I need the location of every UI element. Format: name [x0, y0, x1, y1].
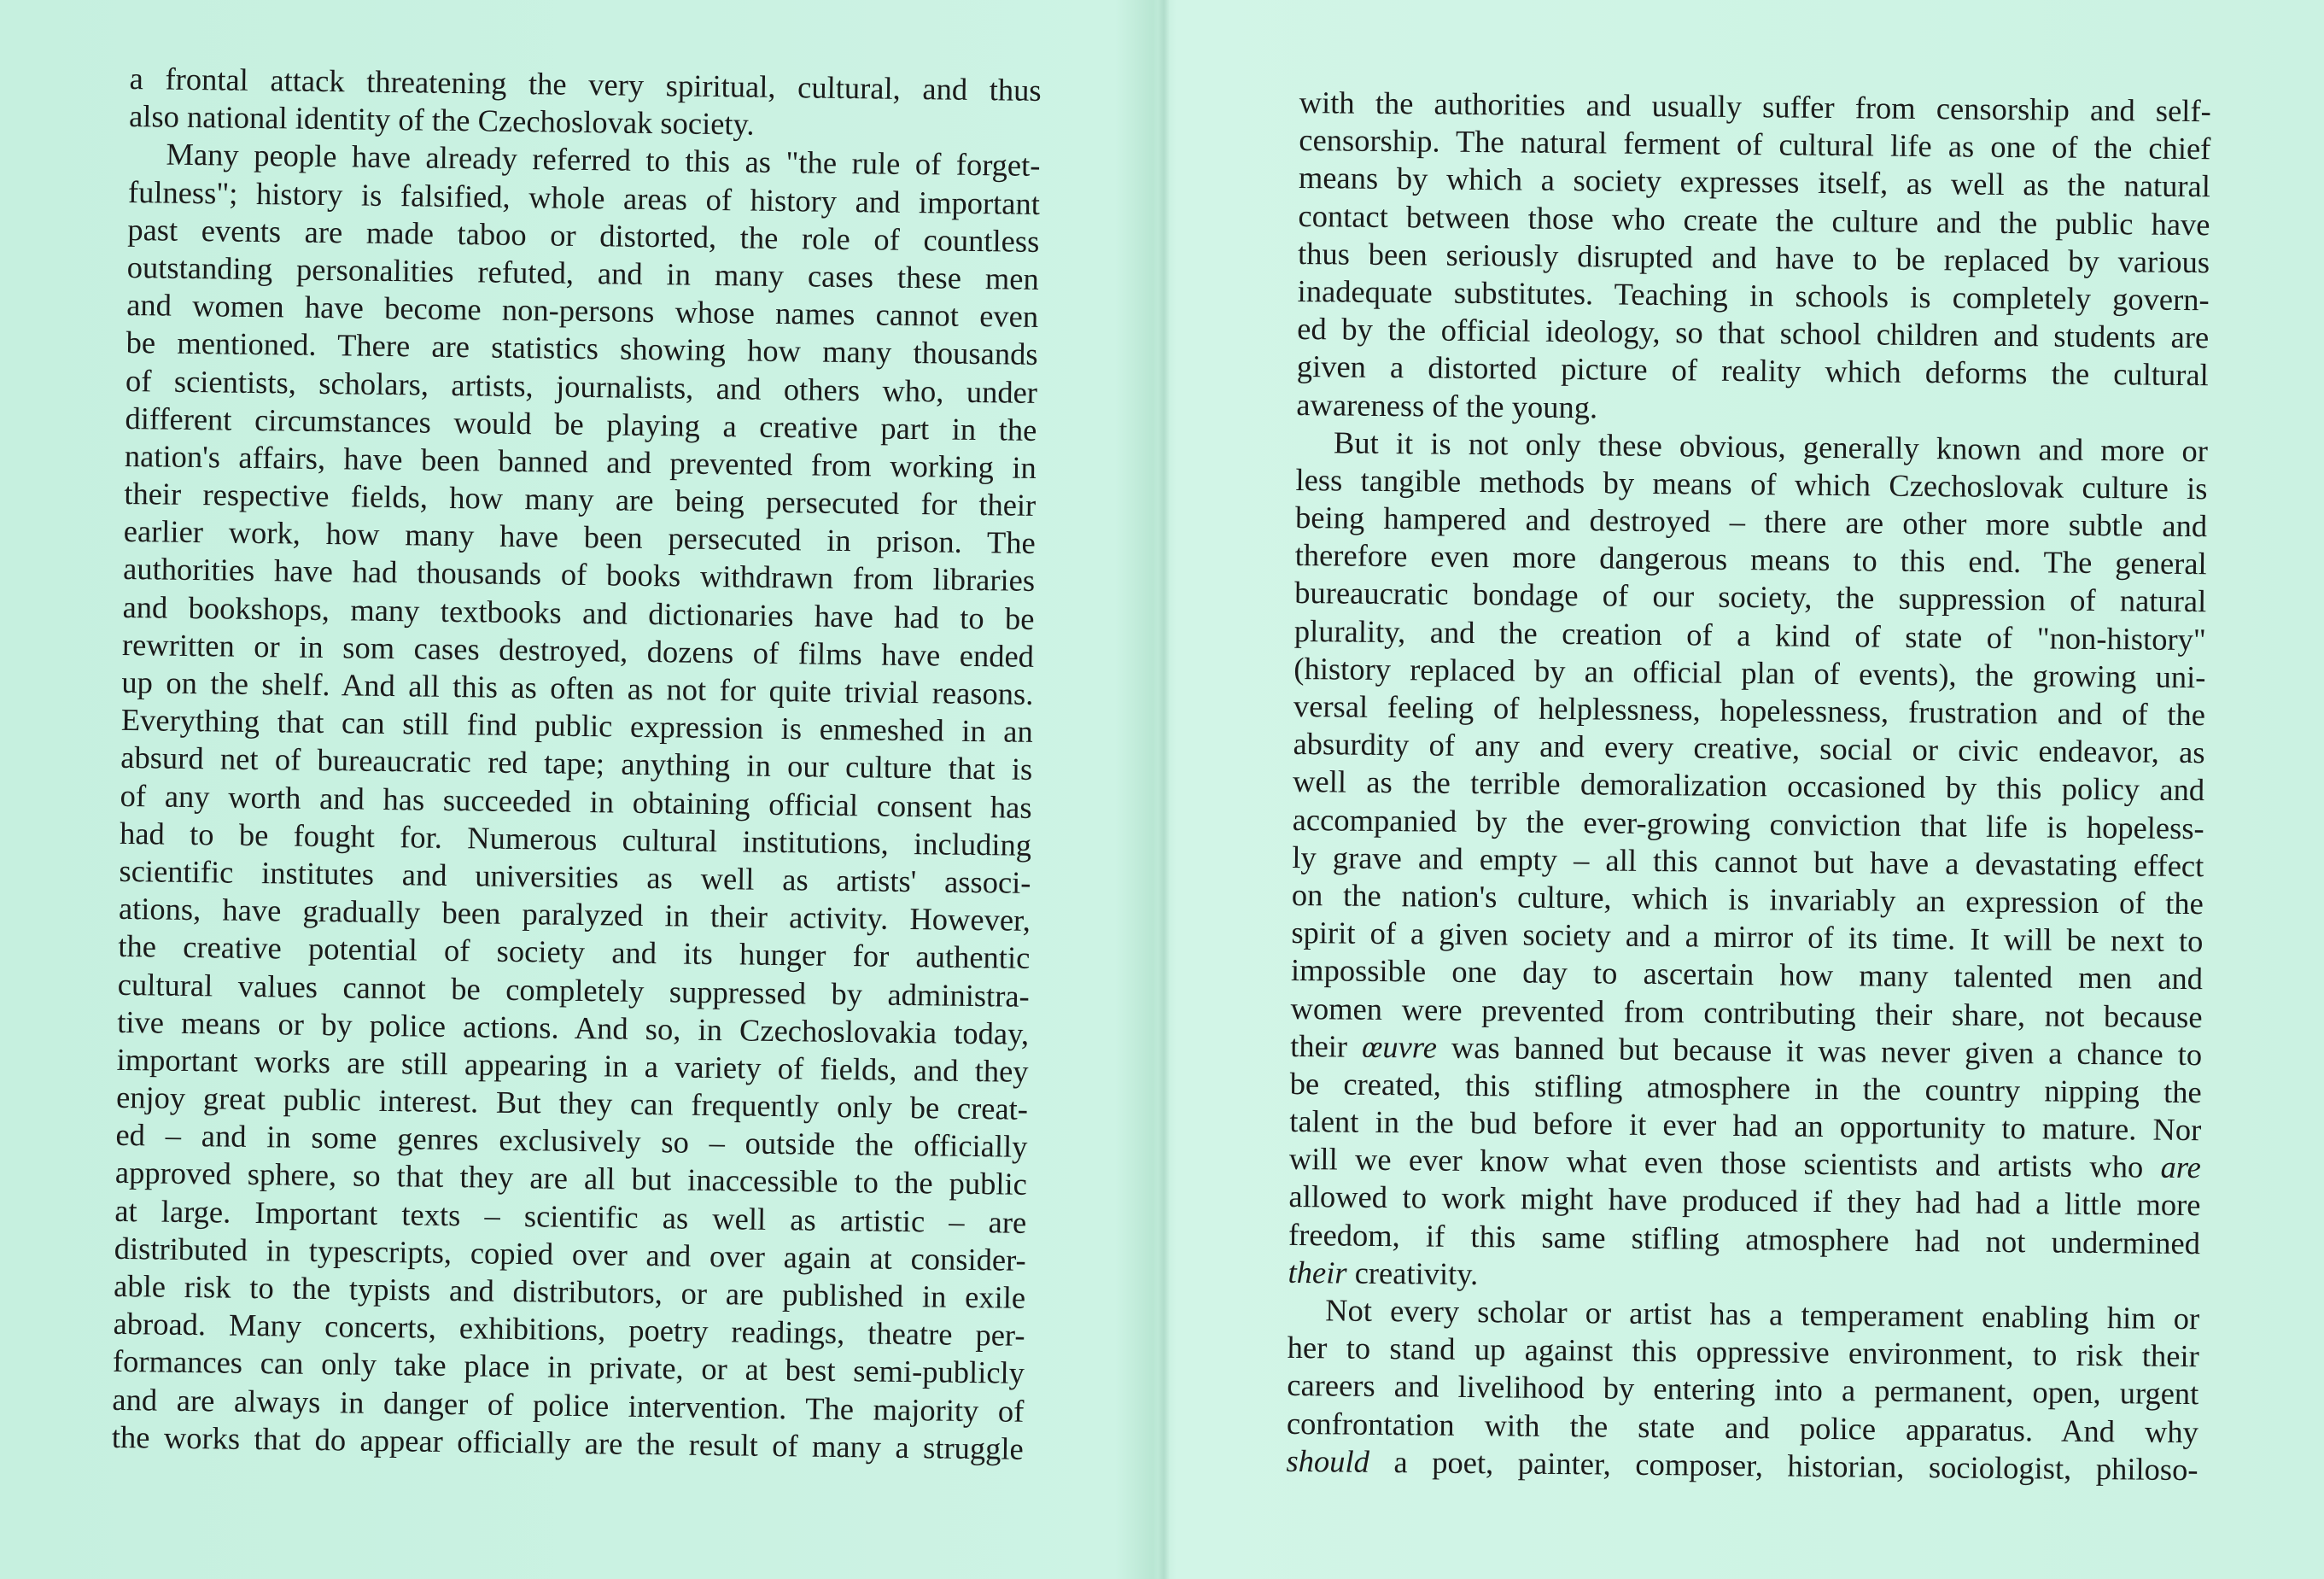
page-gutter	[1158, 0, 1170, 1579]
text-line: their œuvre was banned but because it was never given a chance to	[1289, 1027, 2203, 1072]
text-line: be mentioned. There are statistics showing how many thousands	[126, 325, 1038, 372]
text-line: distributed in typescripts, copied over and over again at consider-	[114, 1230, 1026, 1278]
text-line: fulness"; history is falsified, whole areas of history and important	[127, 173, 1041, 221]
text-line: contact between those who create the culture and the public have	[1298, 197, 2210, 242]
text-line: of scientists, scholars, artists, journalists, and others who, under	[125, 362, 1038, 410]
text-line: enjoy great public interest. But they can frequently only be creat-	[115, 1079, 1029, 1126]
text-line: also national identity of the Czechoslovak society.	[128, 98, 755, 142]
text-line: scientific institutes and universities as well as artists' associ-	[119, 852, 1031, 900]
text-line: spirit of a given society and a mirror of its time. It will be next to	[1291, 915, 2204, 959]
text-line: authorities have had thousands of books withdrawn from libraries	[122, 551, 1036, 599]
text-line: tive means or by police actions. And so, in Czechoslovakia today,	[116, 1003, 1030, 1051]
text-line: being hampered and destroyed – there are other more subtle and	[1294, 500, 2208, 544]
text-line: But it is not only these obvious, generally known and more or	[1333, 424, 2209, 468]
text-line: Many people have already referred to this as "the rule of forget-	[166, 136, 1041, 184]
text-line: should a poet, painter, composer, historian, sociologist, philoso-	[1286, 1442, 2198, 1487]
text-line: past events are made taboo or distorted, the role of countless	[127, 211, 1040, 259]
text-line: the works that do appear officially are the result of many a struggle	[111, 1418, 1025, 1466]
right-page-text	[1286, 84, 2211, 1488]
text-line: versal feeling of helplessness, hopelessness, frustration and of the	[1293, 687, 2206, 733]
text-line: accompanied by the ever-growing conviction that life is hopeless-	[1292, 801, 2204, 845]
text-line: talent in the bud before it ever had an opportunity to mature. Nor	[1289, 1103, 2202, 1148]
text-line: allowed to work might have produced if they had had a little more	[1288, 1178, 2201, 1223]
text-line: on the nation's culture, which is invariably an expression of the	[1291, 876, 2204, 921]
text-line: less tangible methods by means of which Czechoslovak culture is	[1295, 461, 2208, 506]
text-line: impossible one day to ascertain how many talented men and	[1290, 952, 2204, 997]
text-line: absurdity of any and every creative, social or civic endeavor, as	[1293, 726, 2205, 770]
text-line: their respective fields, how many are being persecuted for their	[124, 476, 1036, 523]
left-page-text	[112, 60, 1042, 1468]
text-line: and bookshops, many textbooks and dictionaries have had to be	[122, 588, 1035, 636]
text-line: cultural values cannot be completely suppressed by administra-	[117, 966, 1031, 1014]
text-line: at large. Important texts – scientific as well as artistic – are	[114, 1192, 1027, 1240]
text-line: therefore even more dangerous means to this end. The general	[1294, 537, 2207, 582]
text-line: of any worth and has succeeded in obtaining official consent has	[120, 777, 1032, 825]
text-line: earlier work, how many have been persecuted in prison. The	[123, 513, 1036, 561]
text-line: ly grave and empty – all this cannot but have a devastating effect	[1292, 839, 2204, 883]
text-line: had to be fought for. Numerous cultural institutions, including	[119, 815, 1032, 863]
text-line: Not every scholar or artist has a temperament enabling him or	[1325, 1292, 2200, 1336]
text-line: Everything that can still find public expression is enmeshed in an	[120, 702, 1034, 750]
text-line: able risk to the typists and distributors, or are published in exile	[113, 1267, 1026, 1315]
text-line: outstanding personalities refuted, and in many cases these men	[126, 249, 1040, 296]
text-line: nation's affairs, have been banned and prevented from working in	[124, 437, 1037, 485]
text-line: absurd net of bureaucratic red tape; anything in our culture that is	[120, 740, 1033, 787]
text-line: important works are still appearing in a variety of fields, and they	[116, 1041, 1029, 1089]
text-line: careers and livelihood by entering into a permanent, open, urgent	[1287, 1367, 2199, 1412]
text-line: abroad. Many concerts, exhibitions, poetry readings, theatre per-	[113, 1306, 1025, 1354]
text-line: up on the shelf. And all this as often as not for quite trivial reasons.	[121, 664, 1034, 711]
text-line: will we ever know what even those scientists and artists who are	[1288, 1141, 2202, 1185]
text-line: with the authorities and usually suffer from censorship and self-	[1299, 84, 2211, 129]
text-line: means by which a society expresses itself, as well as the natural	[1298, 160, 2211, 204]
text-line: rewritten or in som cases destroyed, dozens of films have ended	[121, 626, 1035, 674]
text-line: well as the terrible demoralization occasioned by this policy and	[1292, 763, 2205, 808]
text-line: their creativity.	[1288, 1254, 1479, 1291]
text-line: formances can only take place in private, or at best semi-publicly	[112, 1343, 1025, 1391]
text-line: be created, this stifling atmosphere in the country nipping the	[1289, 1065, 2202, 1110]
text-line: censorship. The natural ferment of cultural life as one of the chief	[1299, 122, 2211, 167]
text-line: given a distorted picture of reality which deforms the cultural	[1296, 348, 2209, 393]
text-line: a frontal attack threatening the very spiritual, cultural, and thus	[129, 60, 1042, 108]
text-line: thus been seriously disrupted and have to be replaced by various	[1297, 235, 2210, 279]
text-line: awareness of the young.	[1296, 386, 1598, 424]
text-line: different circumstances would be playing a creative part in the	[125, 400, 1037, 447]
text-line: confrontation with the state and police apparatus. And why	[1286, 1405, 2199, 1449]
text-line: bureaucratic bondage of our society, the suppression of natural	[1294, 575, 2207, 619]
text-line: and are always in danger of police intervention. The majority of	[112, 1381, 1025, 1429]
text-line: ed by the official ideology, so that school children and students are	[1297, 311, 2210, 355]
text-line: (history replaced by an official plan of events), the growing uni-	[1293, 650, 2206, 695]
text-line: the creative potential of society and its hunger for authentic	[118, 928, 1031, 976]
text-line: ations, have gradually been paralyzed in their activity. However,	[118, 891, 1031, 939]
text-line: ed – and in some genres exclusively so – outside the officially	[115, 1117, 1028, 1165]
text-line: freedom, if this same stifling atmosphere had not undermined	[1288, 1216, 2201, 1260]
text-line: women were prevented from contributing their share, not because	[1290, 990, 2203, 1034]
text-line: and women have become non-persons whose names cannot even	[126, 287, 1039, 335]
text-line: inadequate substitutes. Teaching in schools is completely govern-	[1297, 272, 2210, 318]
text-line: her to stand up against this oppressive environment, to risk their	[1287, 1330, 2199, 1374]
text-line: approved sphere, so that they are all but inaccessible to the public	[114, 1155, 1028, 1202]
text-line: plurality, and the creation of a kind of state of "non-history"	[1293, 612, 2207, 657]
